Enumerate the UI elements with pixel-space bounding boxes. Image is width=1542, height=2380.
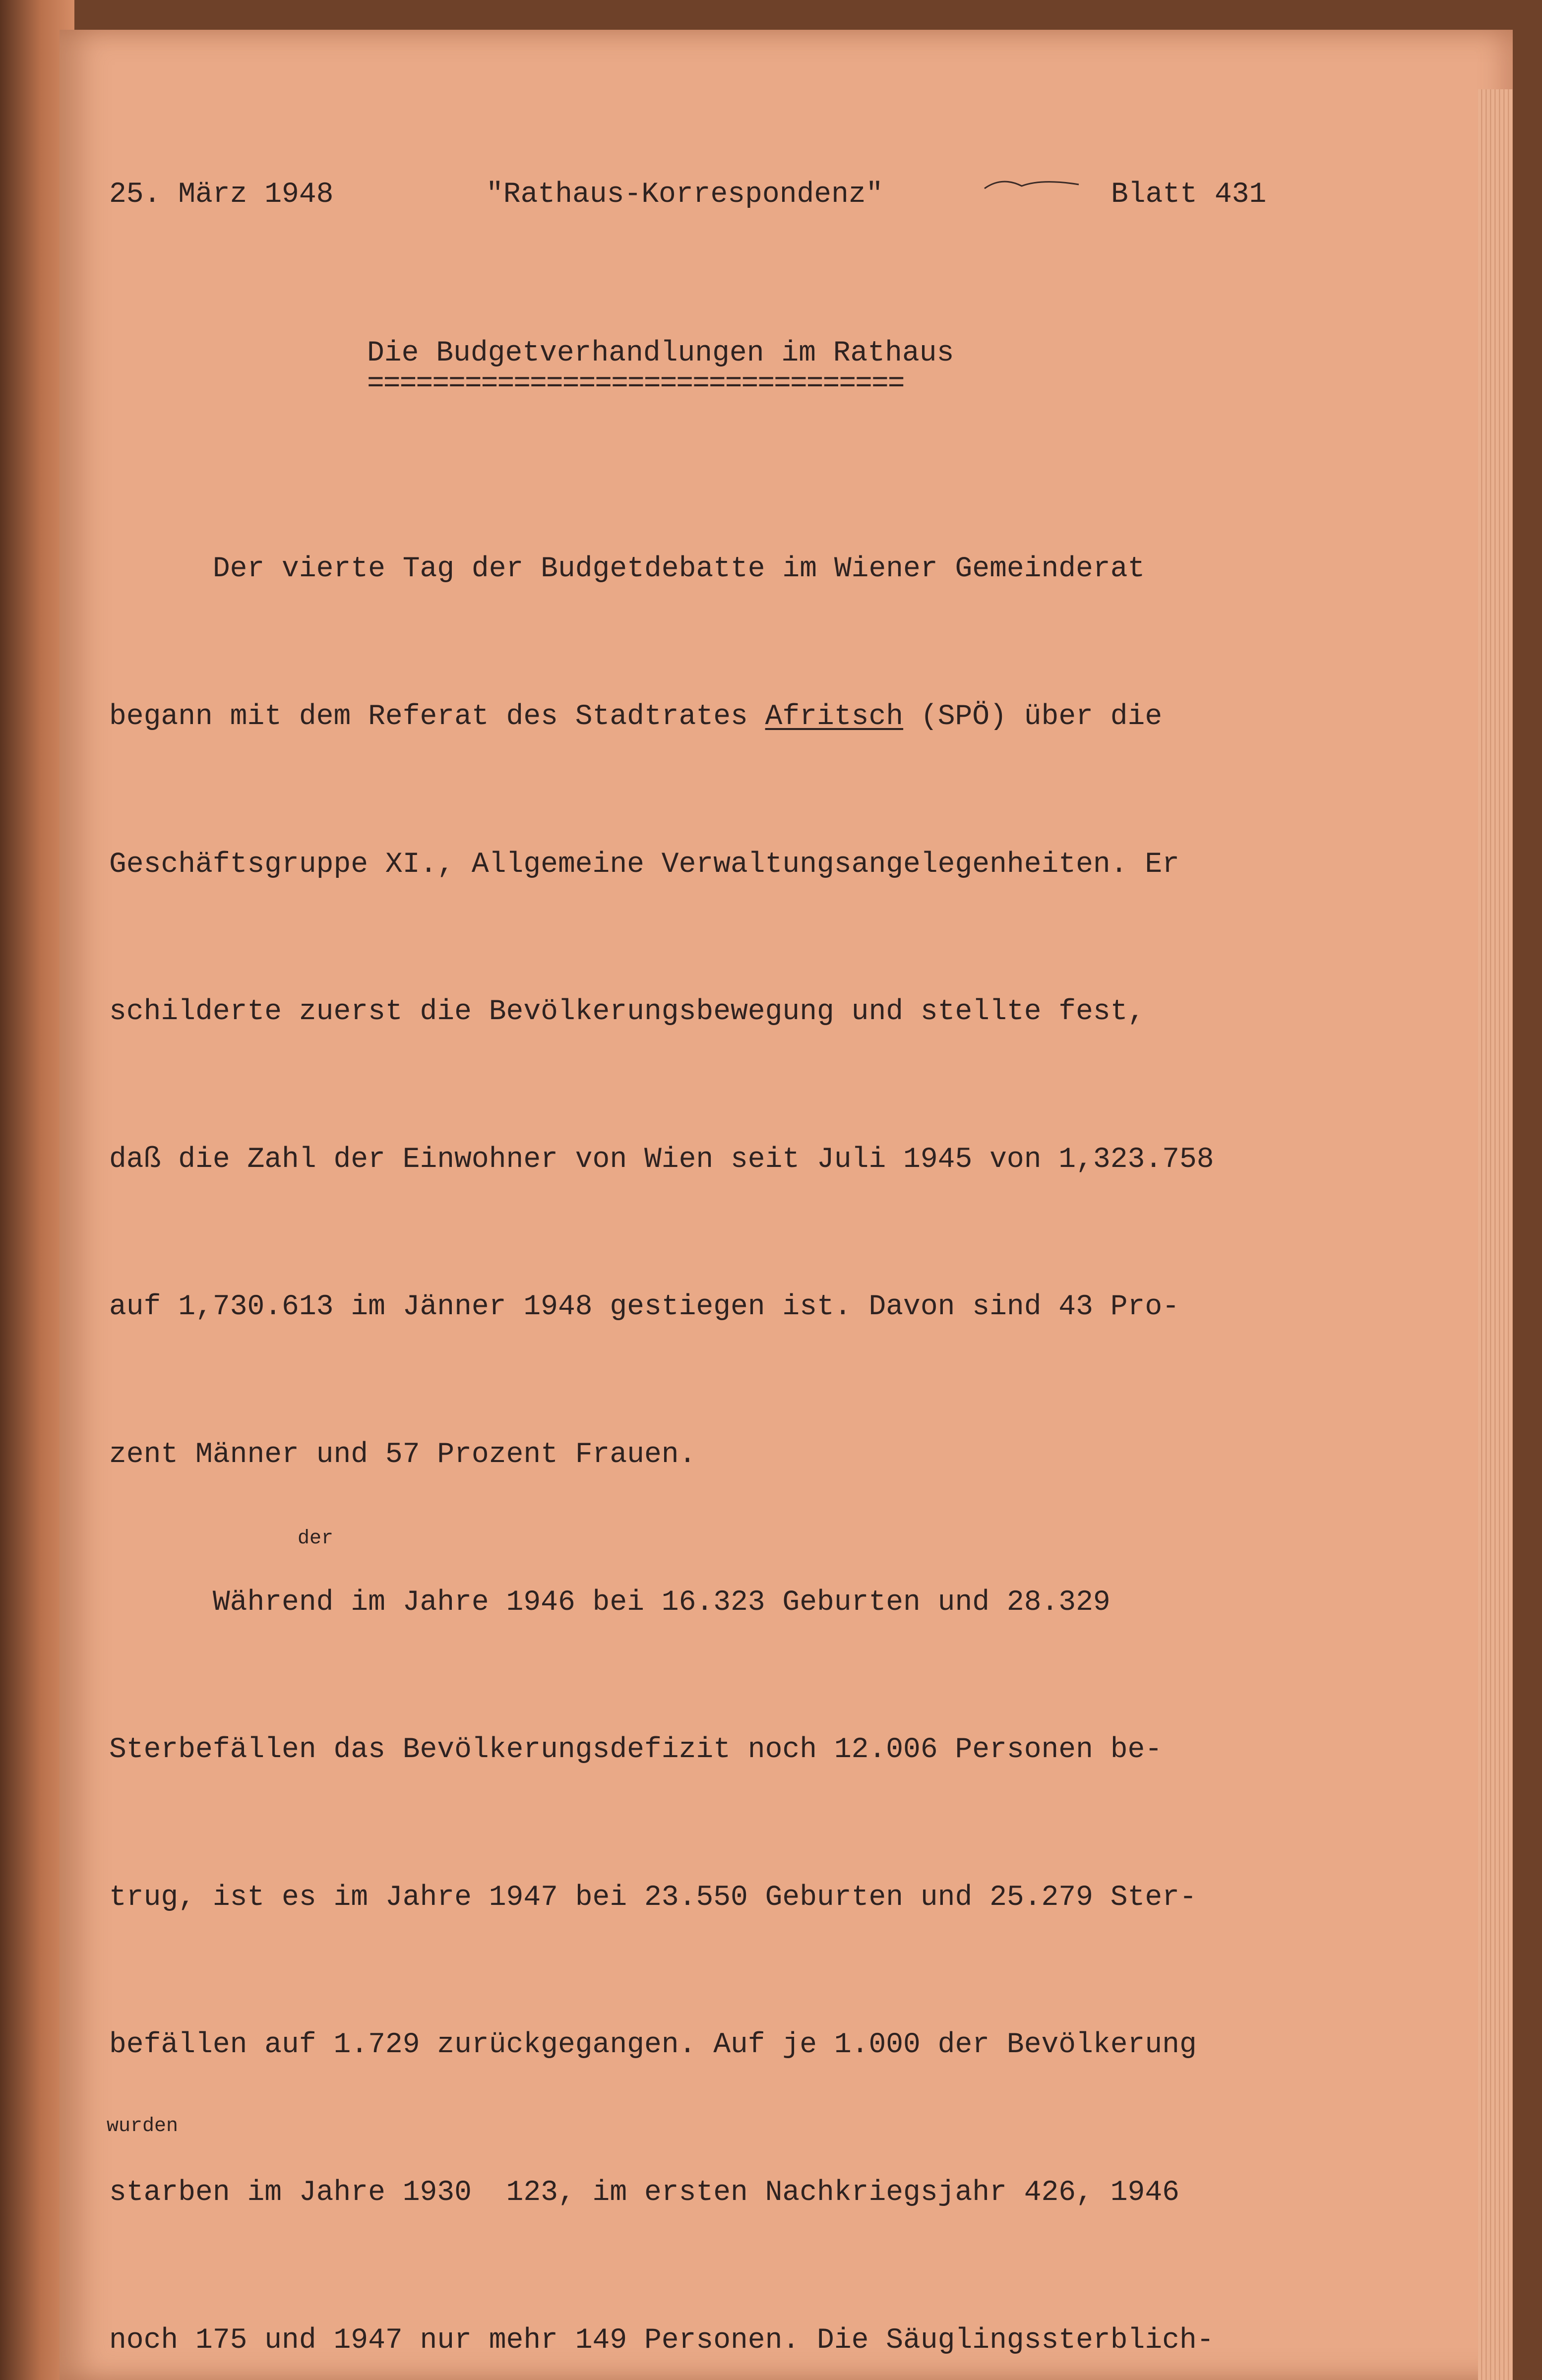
body-line: zent Männer und 57 Prozent Frauen.	[109, 1438, 696, 1471]
body-line: Geschäftsgruppe XI., Allgemeine Verwaltungsangelegenheiten. Er	[109, 848, 1179, 881]
header-source: "Rathaus-Korrespondenz"	[486, 179, 883, 211]
header-sheet-number: Blatt 431	[1111, 179, 1267, 211]
body-line: trug, ist es im Jahre 1947 bei 23.550 Geburten und 25.279 Ster-	[109, 1881, 1197, 1914]
body-line: Der vierte Tag der Budgetdebatte im Wiener Gemeinderat	[109, 553, 1145, 586]
title-double-underline: =================================	[367, 368, 904, 400]
article-body	[109, 446, 1409, 2380]
body-line-part: begann mit dem Referat des Stadtrates	[109, 701, 765, 733]
body-line: befällen auf 1.729 zurückgegangen. Auf je 1.000 der Bevölkerung	[109, 2029, 1197, 2062]
body-line-part: (SPÖ) über die	[903, 701, 1163, 733]
document-page	[60, 30, 1513, 2380]
body-line: daß die Zahl der Einwohner von Wien seit Juli 1945 von 1,323.758	[109, 1143, 1214, 1176]
body-line: noch 175 und 1947 nur mehr 149 Personen. Die Säuglingssterblich-	[109, 2324, 1214, 2357]
underlined-name: Afritsch	[765, 701, 904, 733]
document-header	[109, 179, 1399, 238]
inserted-word-der: der	[298, 1527, 334, 1550]
body-line: starben im Jahre 1930 123, im ersten Nachkriegsjahr 426, 1946	[109, 2176, 1179, 2209]
body-line: Sterbefällen das Bevölkerungsdefizit noch 12.006 Personen be-	[109, 1734, 1163, 1767]
article-title: Die Budgetverhandlungen im Rathaus	[367, 337, 954, 369]
body-line	[109, 692, 1409, 741]
body-line: schilderte zuerst die Bevölkerungsbewegung und stellte fest,	[109, 996, 1145, 1029]
header-date: 25. März 1948	[109, 179, 334, 211]
body-line: Während im Jahre 1946 bei 16.323 Geburten und 28.329	[109, 1586, 1110, 1619]
page-stack-edges	[1478, 89, 1513, 2380]
inserted-word-wurden: wurden	[107, 2115, 179, 2137]
handwritten-mark	[982, 174, 1081, 193]
body-line: auf 1,730.613 im Jänner 1948 gestiegen ist. Davon sind 43 Pro-	[109, 1291, 1179, 1324]
